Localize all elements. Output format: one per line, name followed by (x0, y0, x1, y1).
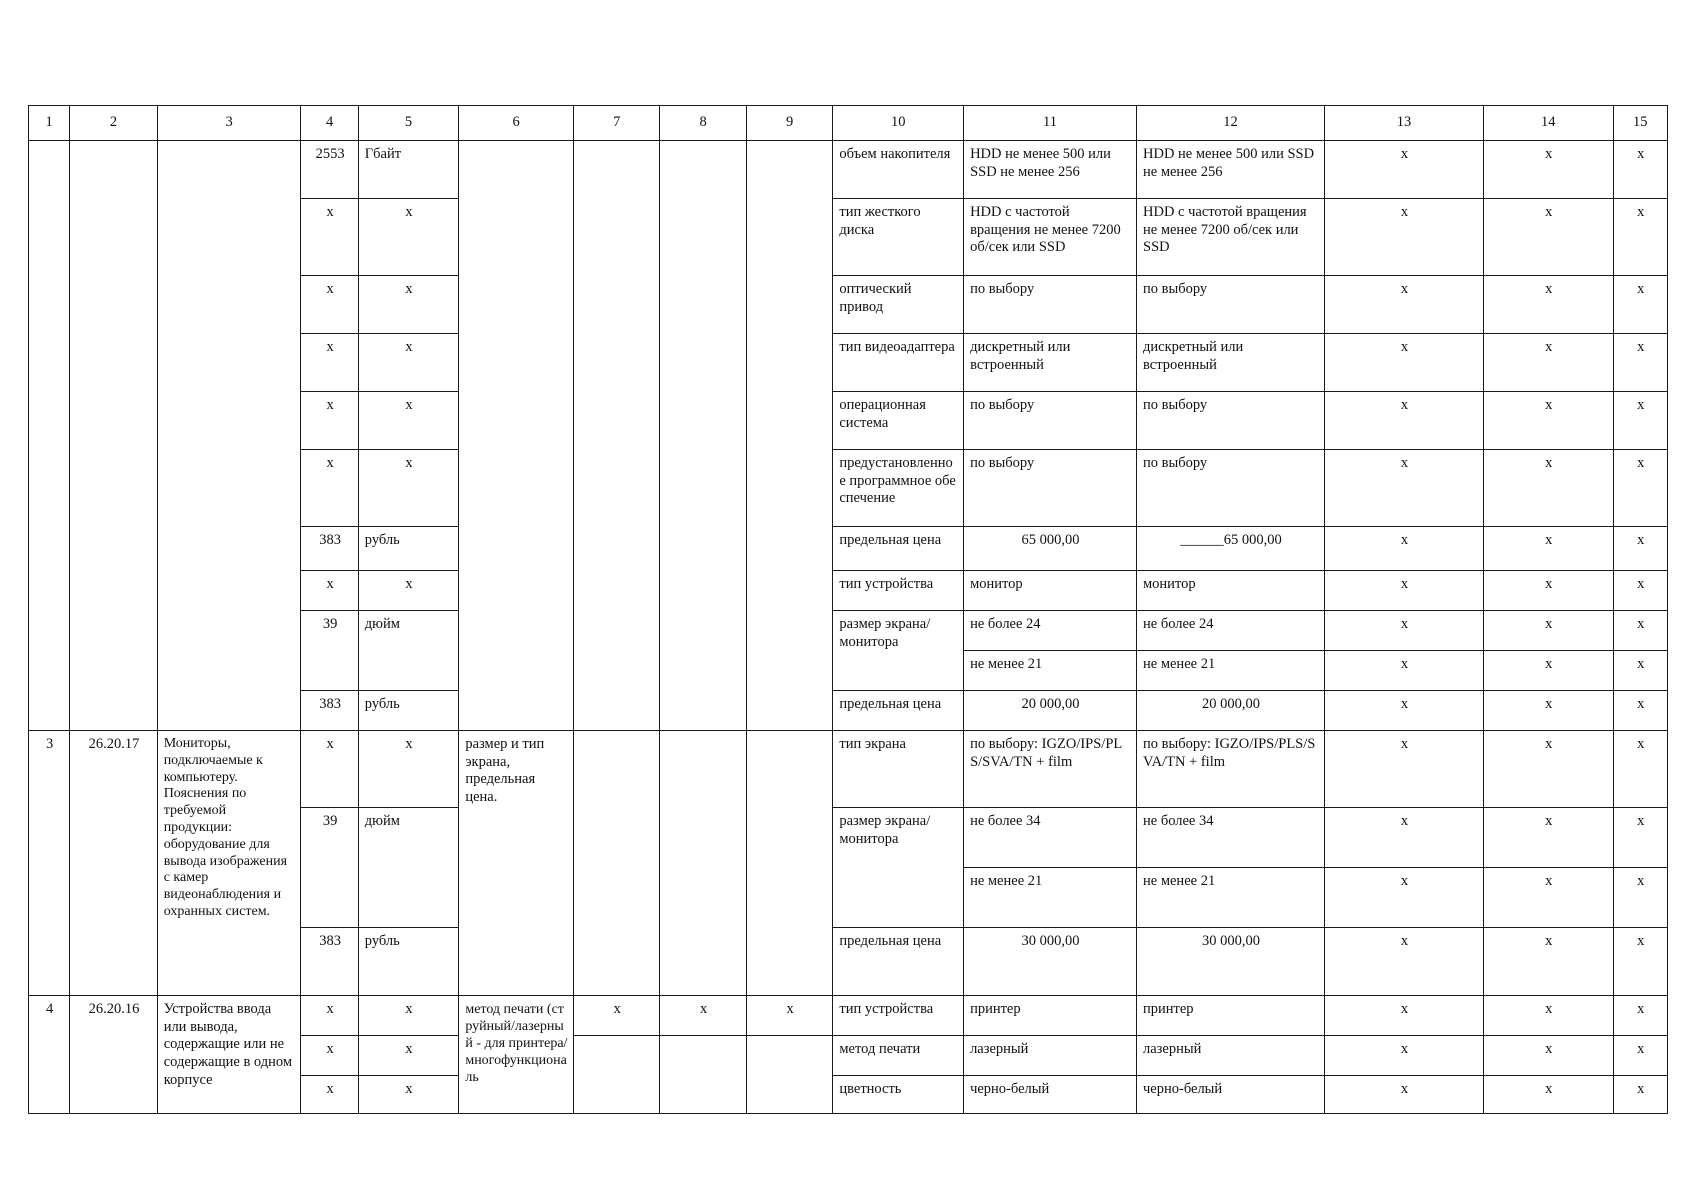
x-cell: x (1325, 611, 1484, 651)
unit-code-cell: 383 (301, 527, 358, 571)
x-cell: x (1325, 808, 1484, 868)
x-cell: x (1613, 276, 1667, 334)
x-cell: x (1325, 571, 1484, 611)
x-cell: x (301, 276, 358, 334)
characteristic-name-cell: операционная система (833, 392, 964, 450)
okpd-code-cell (70, 141, 157, 731)
unit-name-cell: рубль (358, 527, 459, 571)
x-cell: x (301, 996, 358, 1036)
header-cell: 15 (1613, 106, 1667, 141)
value-cell: дискретный или встроенный (964, 334, 1137, 392)
row-number-cell (29, 141, 70, 731)
x-cell: x (1483, 527, 1613, 571)
x-cell: x (1325, 868, 1484, 928)
value-cell: HDD не менее 500 или SSD не менее 256 (1137, 141, 1325, 199)
value-cell: по выбору (1137, 276, 1325, 334)
x-cell: x (660, 996, 746, 1036)
x-cell: x (358, 1036, 459, 1076)
col9-cell (746, 1036, 832, 1114)
price-cell: 30 000,00 (1137, 928, 1325, 996)
characteristics-cell: размер и тип экрана, предельная цена. (459, 731, 574, 996)
header-cell: 1 (29, 106, 70, 141)
x-cell: x (1613, 928, 1667, 996)
x-cell: x (1325, 276, 1484, 334)
col7-cell (573, 1036, 659, 1114)
x-cell: x (1613, 691, 1667, 731)
unit-code-cell: 383 (301, 691, 358, 731)
x-cell: x (358, 334, 459, 392)
x-cell: x (1483, 141, 1613, 199)
x-cell: x (301, 392, 358, 450)
characteristic-name-cell: предельная цена (833, 691, 964, 731)
x-cell: x (1613, 334, 1667, 392)
header-cell: 11 (964, 106, 1137, 141)
x-cell: x (358, 276, 459, 334)
col8-cell (660, 731, 746, 996)
x-cell: x (301, 334, 358, 392)
value-cell: не более 34 (964, 808, 1137, 868)
row-number-cell: 3 (29, 731, 70, 996)
value-cell: HDD с частотой вращения не менее 7200 об/сек или SSD (1137, 199, 1325, 276)
characteristic-name-cell: размер экрана/монитора (833, 611, 964, 691)
x-cell: x (1613, 450, 1667, 527)
header-cell: 10 (833, 106, 964, 141)
value-cell: не более 34 (1137, 808, 1325, 868)
x-cell: x (1613, 527, 1667, 571)
okpd-code-cell: 26.20.17 (70, 731, 157, 996)
value-cell: HDD не менее 500 или SSD не менее 256 (964, 141, 1137, 199)
x-cell: x (1613, 571, 1667, 611)
x-cell: x (1483, 1076, 1613, 1114)
value-cell: лазерный (1137, 1036, 1325, 1076)
value-cell: черно-белый (1137, 1076, 1325, 1114)
value-cell: дискретный или встроенный (1137, 334, 1325, 392)
price-cell: 20 000,00 (964, 691, 1137, 731)
characteristic-name-cell: размер экрана/монитора (833, 808, 964, 928)
header-cell: 13 (1325, 106, 1484, 141)
price-cell: ______65 000,00 (1137, 527, 1325, 571)
x-cell: x (301, 199, 358, 276)
x-cell: x (301, 571, 358, 611)
x-cell: x (1483, 691, 1613, 731)
x-cell: x (1325, 1076, 1484, 1114)
value-cell: принтер (964, 996, 1137, 1036)
x-cell: x (1325, 691, 1484, 731)
x-cell: x (358, 996, 459, 1036)
value-cell: по выбору (1137, 450, 1325, 527)
x-cell: x (1613, 651, 1667, 691)
unit-code-cell: 39 (301, 611, 358, 691)
unit-code-cell: 2553 (301, 141, 358, 199)
col9-cell (746, 731, 832, 996)
x-cell: x (1483, 808, 1613, 868)
x-cell: x (1483, 450, 1613, 527)
x-cell: x (1613, 1036, 1667, 1076)
unit-name-cell: рубль (358, 691, 459, 731)
x-cell: x (1483, 1036, 1613, 1076)
value-cell: по выбору (1137, 392, 1325, 450)
x-cell: x (1483, 868, 1613, 928)
header-cell: 2 (70, 106, 157, 141)
price-cell: 65 000,00 (964, 527, 1137, 571)
x-cell: x (1483, 334, 1613, 392)
value-cell: монитор (964, 571, 1137, 611)
unit-code-cell: 383 (301, 928, 358, 996)
x-cell: x (301, 731, 358, 808)
header-cell: 12 (1137, 106, 1325, 141)
value-cell: не менее 21 (1137, 868, 1325, 928)
x-cell: x (1325, 199, 1484, 276)
x-cell: x (358, 571, 459, 611)
unit-name-cell: Гбайт (358, 141, 459, 199)
characteristic-name-cell: оптический привод (833, 276, 964, 334)
x-cell: x (1613, 141, 1667, 199)
x-cell: x (1325, 731, 1484, 808)
table-row (29, 996, 1668, 1036)
value-cell: не более 24 (1137, 611, 1325, 651)
value-cell: по выбору (964, 276, 1137, 334)
x-cell: x (1613, 996, 1667, 1036)
unit-name-cell: дюйм (358, 611, 459, 691)
col9-cell (746, 141, 832, 731)
specification-table (28, 105, 1668, 1114)
x-cell: x (358, 731, 459, 808)
x-cell: x (1325, 450, 1484, 527)
okpd-code-cell: 26.20.16 (70, 996, 157, 1114)
x-cell: x (358, 1076, 459, 1114)
x-cell: x (358, 199, 459, 276)
x-cell: x (1325, 996, 1484, 1036)
header-cell: 14 (1483, 106, 1613, 141)
col7-cell (573, 141, 659, 731)
unit-name-cell: дюйм (358, 808, 459, 928)
x-cell: x (1483, 731, 1613, 808)
col7-cell (573, 731, 659, 996)
x-cell: x (1613, 868, 1667, 928)
characteristic-name-cell: предельная цена (833, 928, 964, 996)
header-cell: 9 (746, 106, 832, 141)
value-cell: не менее 21 (964, 868, 1137, 928)
header-cell: 4 (301, 106, 358, 141)
characteristics-cell: метод печати (струйный/лазерный - для принтера/многофункциональ (459, 996, 574, 1114)
header-cell: 5 (358, 106, 459, 141)
price-cell: 30 000,00 (964, 928, 1137, 996)
value-cell: HDD с частотой вращения не менее 7200 об/сек или SSD (964, 199, 1137, 276)
x-cell: x (1613, 1076, 1667, 1114)
header-cell: 6 (459, 106, 574, 141)
product-name-cell (157, 141, 301, 731)
characteristic-name-cell: объем накопителя (833, 141, 964, 199)
table-row (29, 731, 1668, 808)
characteristic-name-cell: тип устройства (833, 996, 964, 1036)
x-cell: x (358, 392, 459, 450)
col8-cell (660, 1036, 746, 1114)
value-cell: лазерный (964, 1036, 1137, 1076)
x-cell: x (746, 996, 832, 1036)
characteristic-name-cell: предустановленное программное обеспечение (833, 450, 964, 527)
column-number-row (29, 106, 1668, 141)
col8-cell (660, 141, 746, 731)
x-cell: x (1483, 651, 1613, 691)
value-cell: по выбору (964, 450, 1137, 527)
price-cell: 20 000,00 (1137, 691, 1325, 731)
value-cell: не более 24 (964, 611, 1137, 651)
x-cell: x (1483, 392, 1613, 450)
x-cell: x (301, 1036, 358, 1076)
header-cell: 7 (573, 106, 659, 141)
x-cell: x (1325, 1036, 1484, 1076)
x-cell: x (301, 1076, 358, 1114)
x-cell: x (301, 450, 358, 527)
x-cell: x (1483, 571, 1613, 611)
x-cell: x (1483, 928, 1613, 996)
unit-name-cell: рубль (358, 928, 459, 996)
x-cell: x (1325, 527, 1484, 571)
x-cell: x (1613, 392, 1667, 450)
value-cell: принтер (1137, 996, 1325, 1036)
characteristic-name-cell: тип жесткого диска (833, 199, 964, 276)
row-number-cell: 4 (29, 996, 70, 1114)
characteristics-cell (459, 141, 574, 731)
x-cell: x (1613, 731, 1667, 808)
x-cell: x (1325, 334, 1484, 392)
x-cell: x (1325, 651, 1484, 691)
value-cell: не менее 21 (1137, 651, 1325, 691)
product-name-cell: Устройства ввода или вывода, содержащие или не содержащие в одном корпусе (157, 996, 301, 1114)
value-cell: по выбору (964, 392, 1137, 450)
characteristic-name-cell: тип видеоадаптера (833, 334, 964, 392)
x-cell: x (1325, 928, 1484, 996)
characteristic-name-cell: тип экрана (833, 731, 964, 808)
value-cell: по выбору: IGZO/IPS/PLS/SVA/TN + film (964, 731, 1137, 808)
x-cell: x (1325, 392, 1484, 450)
value-cell: черно-белый (964, 1076, 1137, 1114)
characteristic-name-cell: предельная цена (833, 527, 964, 571)
characteristic-name-cell: тип устройства (833, 571, 964, 611)
unit-code-cell: 39 (301, 808, 358, 928)
x-cell: x (358, 450, 459, 527)
x-cell: x (1483, 199, 1613, 276)
x-cell: x (1613, 199, 1667, 276)
x-cell: x (1483, 611, 1613, 651)
characteristic-name-cell: метод печати (833, 1036, 964, 1076)
header-cell: 3 (157, 106, 301, 141)
x-cell: x (1483, 276, 1613, 334)
x-cell: x (1483, 996, 1613, 1036)
x-cell: x (1613, 611, 1667, 651)
value-cell: по выбору: IGZO/IPS/PLS/SVA/TN + film (1137, 731, 1325, 808)
characteristic-name-cell: цветность (833, 1076, 964, 1114)
x-cell: x (573, 996, 659, 1036)
table-row (29, 141, 1668, 199)
value-cell: не менее 21 (964, 651, 1137, 691)
x-cell: x (1325, 141, 1484, 199)
header-cell: 8 (660, 106, 746, 141)
product-name-cell: Мониторы, подключаемые к компьютеру. Пояснения по требуемой продукции: оборудование для вывода изображения с камер видеонаблюдения и охранных систем. (157, 731, 301, 996)
value-cell: монитор (1137, 571, 1325, 611)
x-cell: x (1613, 808, 1667, 868)
